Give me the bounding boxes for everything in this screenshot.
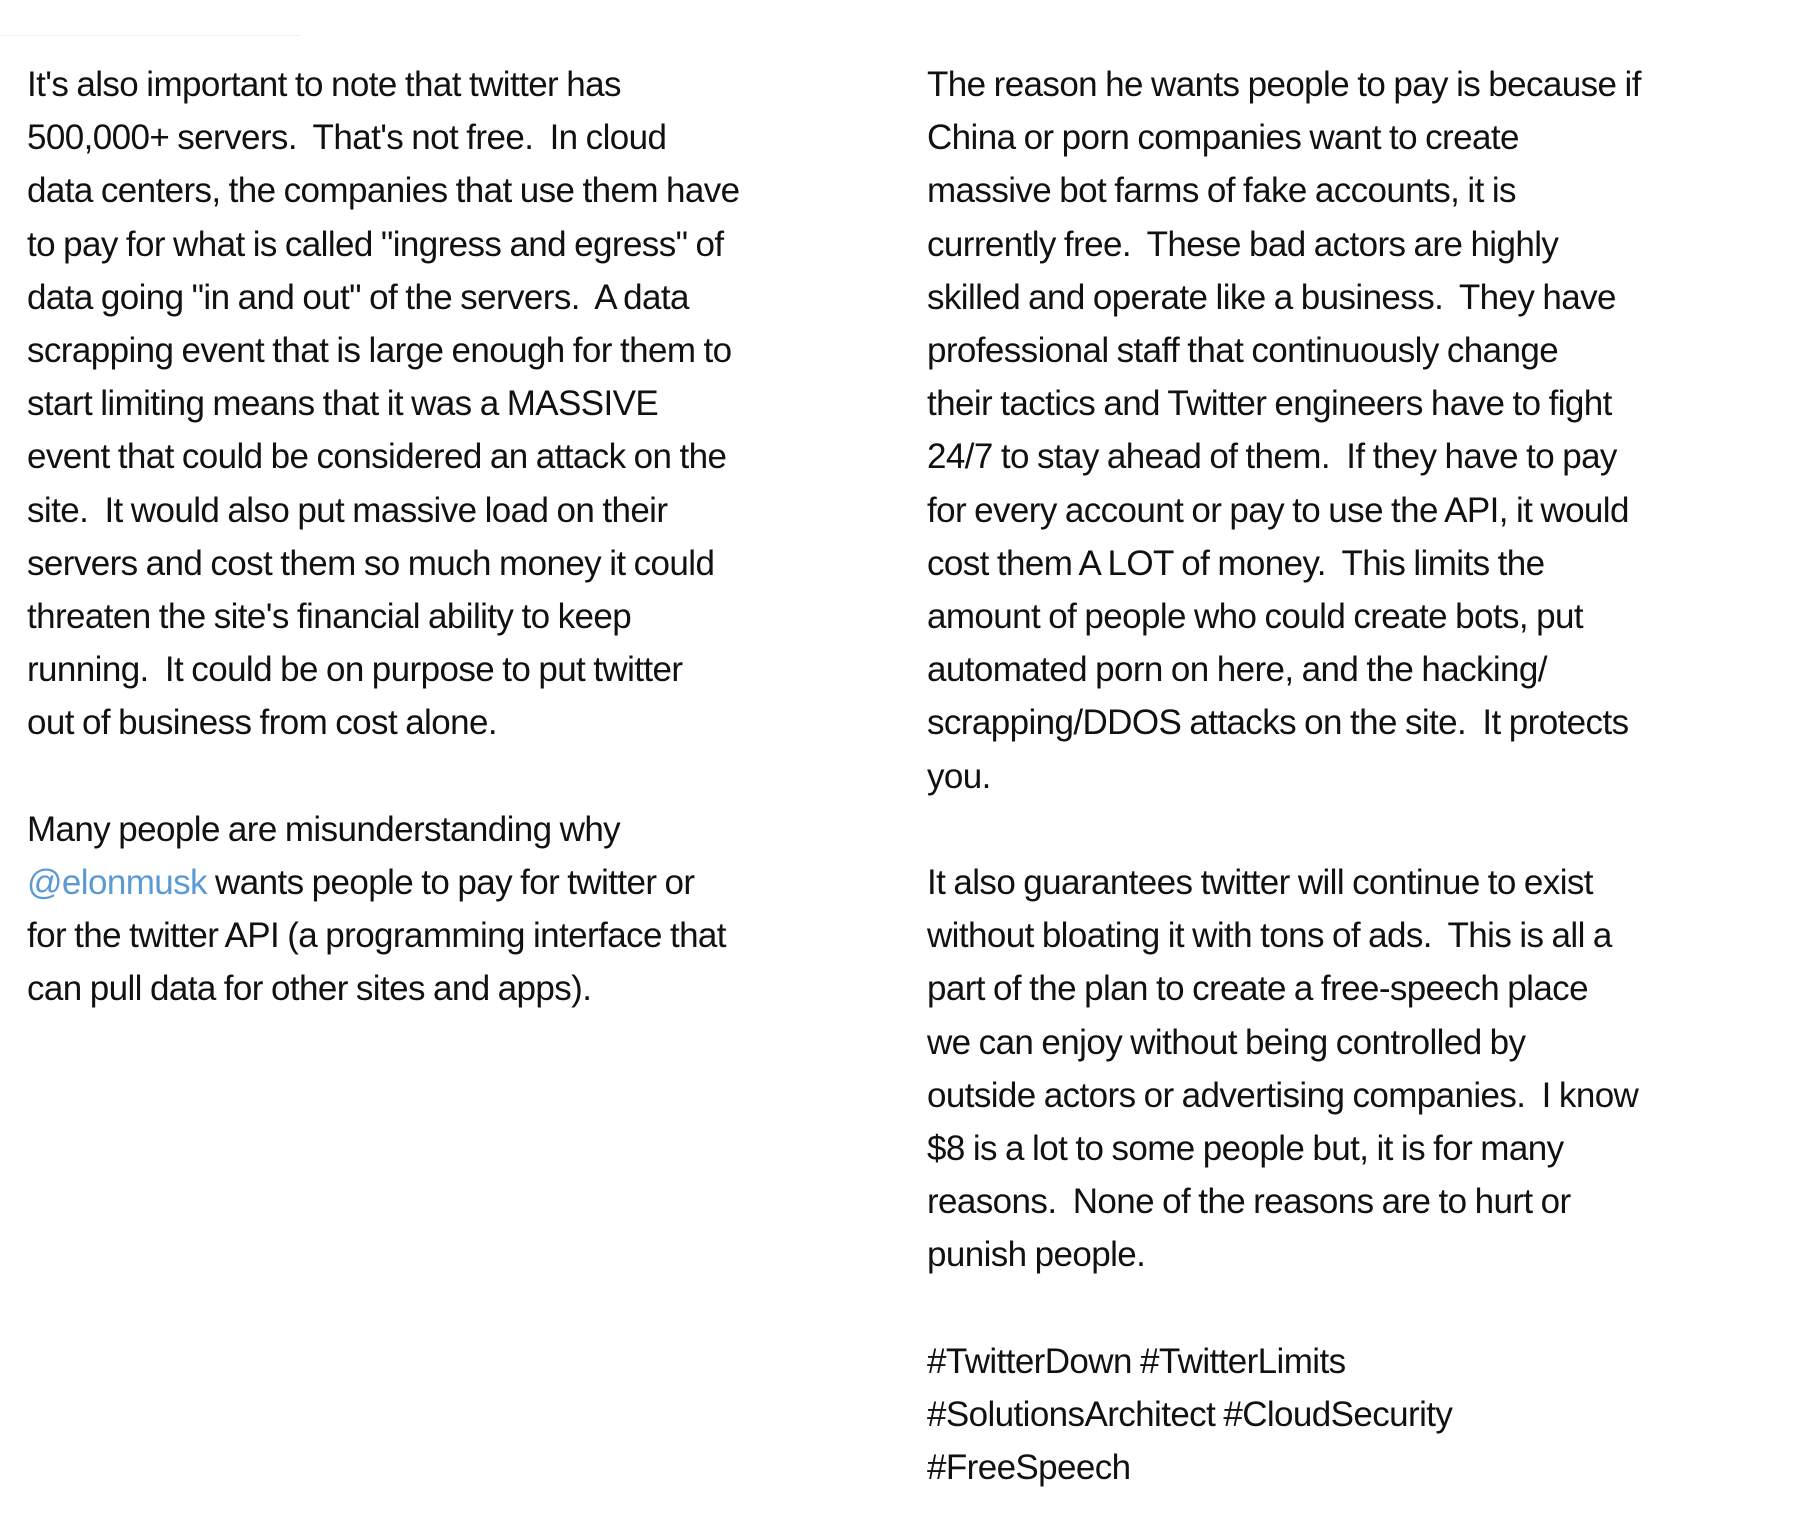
text-line: punish people.	[927, 1235, 1146, 1275]
hashtag-line	[927, 1441, 1787, 1494]
hashtag-cloudsecurity[interactable]: #CloudSecurity	[1223, 1395, 1453, 1435]
top-divider	[0, 35, 300, 36]
text-line: amount of people who could create bots, put	[927, 597, 1583, 637]
paragraph-guarantees	[927, 856, 1787, 1282]
text-line: The reason he wants people to pay is because if	[927, 65, 1641, 104]
text-line: event that could be considered an attack on the	[27, 437, 727, 477]
text-fragment: wants people to pay for twitter or	[206, 863, 695, 903]
text-line: Many people are misunderstanding why	[27, 809, 621, 849]
text-line: servers and cost them so much money it could	[27, 543, 715, 583]
text-line: for the twitter API (a programming interface that	[27, 916, 726, 956]
text-line: without bloating it with tons of ads. This is all a	[927, 916, 1612, 956]
paragraph-gap	[927, 803, 1787, 856]
text-line: $8 is a lot to some people but, it is for many	[927, 1129, 1564, 1169]
hashtag-twitterlimits[interactable]: #TwitterLimits	[1139, 1341, 1346, 1381]
text-line: scrapping event that is large enough for them to	[27, 331, 732, 371]
text-line: skilled and operate like a business. They have	[927, 277, 1616, 317]
text-line: 500,000+ servers. That's not free. In cloud	[27, 118, 667, 158]
hashtag-line	[927, 1388, 1787, 1441]
hashtags-block	[927, 1335, 1787, 1495]
paragraph-servers-cost	[27, 58, 887, 750]
text-line: start limiting means that it was a MASSIVE	[27, 384, 659, 424]
paragraph-reason-to-pay	[927, 58, 1787, 803]
text-line: can pull data for other sites and apps).	[27, 969, 592, 1009]
text-line: site. It would also put massive load on their	[27, 490, 668, 530]
text-line: data going "in and out" of the servers. A data	[27, 277, 689, 317]
paragraph-gap	[27, 750, 887, 803]
text-line: running. It could be on purpose to put twitter	[27, 650, 683, 690]
text-line: part of the plan to create a free-speech place	[927, 969, 1588, 1009]
text-line: scrapping/DDOS attacks on the site. It protects	[927, 703, 1629, 743]
text-line: automated porn on here, and the hacking/	[927, 650, 1547, 690]
text-line: we can enjoy without being controlled by	[927, 1022, 1526, 1062]
post-text-right-column	[927, 58, 1787, 1494]
hashtag-line	[927, 1335, 1787, 1388]
text-line: It also guarantees twitter will continue to exist	[927, 863, 1593, 903]
paragraph-misunderstanding	[27, 803, 887, 1016]
text-line: data centers, the companies that use them have	[27, 171, 740, 211]
text-line: professional staff that continuously change	[927, 331, 1559, 371]
text-line: cost them A LOT of money. This limits the	[927, 543, 1545, 583]
paragraph-gap	[927, 1282, 1787, 1335]
text-line: China or porn companies want to create	[927, 118, 1519, 158]
text-line: 24/7 to stay ahead of them. If they have to pay	[927, 437, 1617, 477]
text-line: for every account or pay to use the API, it would	[927, 490, 1629, 530]
text-line: out of business from cost alone.	[27, 703, 497, 743]
text-line: It's also important to note that twitter has	[27, 65, 621, 104]
text-line: outside actors or advertising companies. I know	[927, 1075, 1639, 1115]
text-line: to pay for what is called "ingress and egress" of	[27, 224, 724, 264]
hashtag-freespeech[interactable]: #FreeSpeech	[927, 1448, 1131, 1488]
text-line: you.	[927, 756, 991, 796]
text-line: massive bot farms of fake accounts, it is	[927, 171, 1516, 211]
text-line: reasons. None of the reasons are to hurt or	[927, 1182, 1571, 1222]
text-line-with-mention	[27, 856, 887, 909]
text-line: their tactics and Twitter engineers have to fight	[927, 384, 1612, 424]
hashtag-twitterdown[interactable]: #TwitterDown	[927, 1341, 1132, 1381]
mention-link-elonmusk[interactable]: @elonmusk	[27, 863, 207, 903]
text-line: currently free. These bad actors are highly	[927, 224, 1559, 264]
hashtag-solutionsarchitect[interactable]: #SolutionsArchitect	[927, 1395, 1216, 1435]
text-line: threaten the site's financial ability to keep	[27, 597, 632, 637]
post-text-left-column	[27, 58, 887, 1016]
